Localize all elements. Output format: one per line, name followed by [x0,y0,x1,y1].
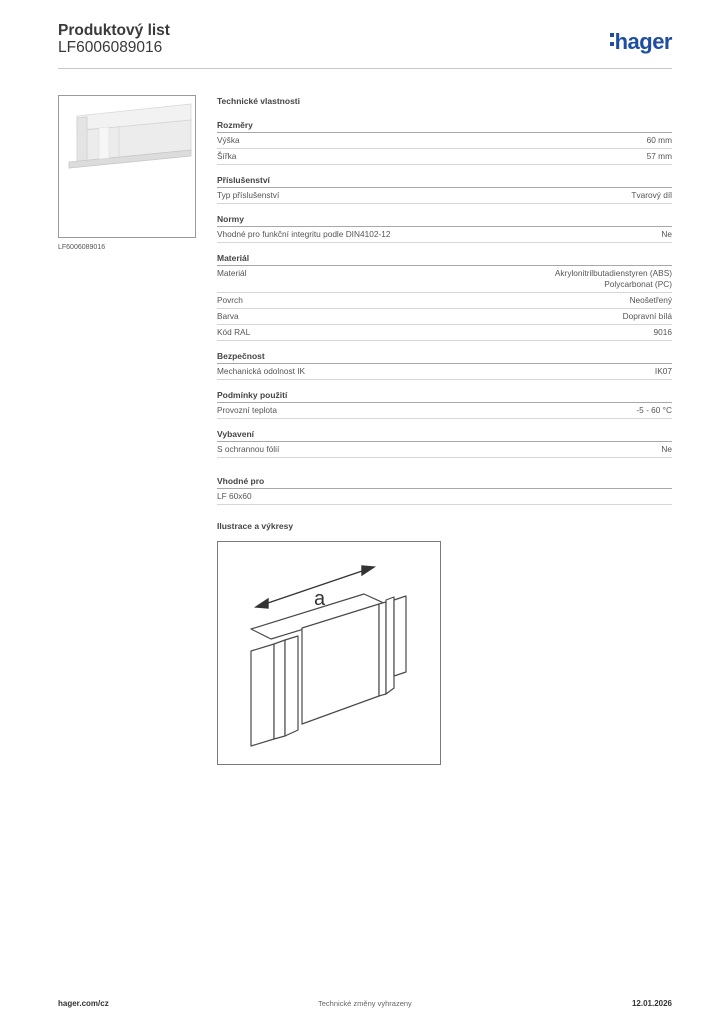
section-title: Bezpečnost [217,351,672,364]
spec-row: Šířka 57 mm [217,149,672,165]
section-safety [217,351,672,380]
product-code: LF6006089016 [58,39,163,56]
illustrations-title: Ilustrace a výkresy [217,521,294,531]
spec-row: Vhodné pro funkční integritu podle DIN4102-12 Ne [217,227,672,243]
spec-row: Materiál Akrylonitrilbutadienstyren (ABS) Polycarbonat (PC) [217,266,672,293]
spec-row: Typ příslušenství Tvarový díl [217,188,672,204]
spec-row: Provozní teplota -5 - 60 °C [217,403,672,419]
spec-row: Kód RAL 9016 [217,325,672,341]
section-title: Příslušenství [217,175,672,188]
section-equipment [217,429,672,458]
section-title: Rozměry [217,120,672,133]
page-title: Produktový list [58,22,170,39]
t-piece-drawing-icon [218,542,440,764]
dimension-label: a [314,588,326,610]
spec-row: LF 60x60 [217,489,672,505]
section-conditions [217,390,672,419]
section-accessories [217,175,672,204]
hager-logo: hager [610,29,672,55]
spec-row: Povrch Neošetřený [217,293,672,309]
section-title: Vhodné pro [217,476,672,489]
page-header [58,22,672,69]
spec-row: S ochrannou fólií Ne [217,442,672,458]
section-title: Materiál [217,253,672,266]
footer-date: 12.01.2026 [631,999,672,1008]
section-dimensions [217,120,672,165]
spec-row: Výška 60 mm [217,133,672,149]
spec-row: Barva Dopravní bílá [217,309,672,325]
section-material [217,253,672,341]
specs-title: Technické vlastnosti [217,96,300,106]
technical-drawing [217,541,441,765]
product-image [58,95,196,238]
section-suitable-for [217,476,672,505]
logo-dots-icon [610,33,614,51]
section-title: Podmínky použití [217,390,672,403]
section-title: Normy [217,214,672,227]
product-image-caption: LF6006089016 [58,244,106,251]
section-title: Vybavení [217,429,672,442]
section-standards [217,214,672,243]
technical-specs [217,96,672,515]
footer-website: hager.com/cz [58,999,109,1008]
footer-notice: Technické změny vyhrazeny [318,999,412,1008]
spec-row: Mechanická odolnost IK IK07 [217,364,672,380]
product-photo-icon [59,96,195,237]
